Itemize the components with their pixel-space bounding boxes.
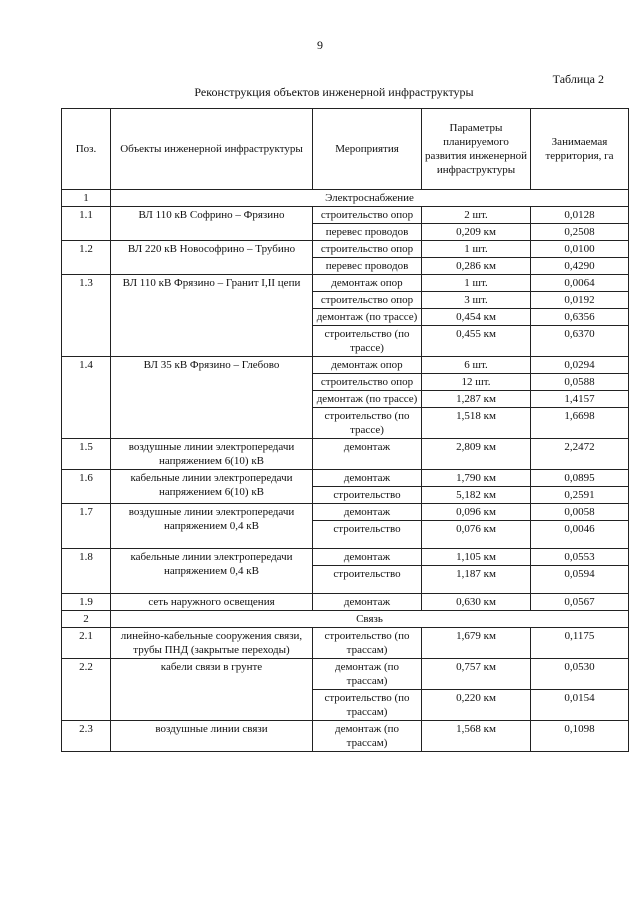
row-measure: демонтаж [313,439,422,470]
row-area: 1,4157 [531,391,629,408]
section-name: Связь [111,611,629,628]
section-number: 1 [62,190,111,207]
row-area: 0,6356 [531,309,629,326]
row-object: кабельные линии электропередачи напряжением 0,4 кВ [111,549,313,594]
table-row [62,470,629,487]
row-measure: перевес проводов [313,258,422,275]
row-area: 0,0594 [531,566,629,594]
row-param: 6 шт. [422,357,531,374]
row-measure: демонтаж опор [313,357,422,374]
row-param: 1 шт. [422,241,531,258]
row-area: 0,0064 [531,275,629,292]
row-measure: строительство опор [313,241,422,258]
row-object: воздушные линии связи [111,721,313,752]
row-param: 0,630 км [422,594,531,611]
row-param: 0,757 км [422,659,531,690]
header-pos: Поз. [62,109,111,190]
row-measure: строительство [313,487,422,504]
row-object: кабели связи в грунте [111,659,313,721]
row-area: 0,0058 [531,504,629,521]
table-row [62,628,629,659]
header-area: Занимаемая территория, га [531,109,629,190]
row-pos: 1.1 [62,207,111,241]
row-area: 0,4290 [531,258,629,275]
section-number: 2 [62,611,111,628]
row-param: 0,076 км [422,521,531,549]
table-row [62,357,629,374]
row-param: 0,286 км [422,258,531,275]
row-measure: строительство [313,566,422,594]
row-object: ВЛ 35 кВ Фрязино – Глебово [111,357,313,439]
row-area: 0,0553 [531,549,629,566]
row-area: 0,6370 [531,326,629,357]
row-param: 1,679 км [422,628,531,659]
document-title: Реконструкция объектов инженерной инфраструктуры [194,85,474,99]
row-measure: строительство опор [313,374,422,391]
row-area: 0,2508 [531,224,629,241]
row-param: 0,454 км [422,309,531,326]
row-param: 1,287 км [422,391,531,408]
table-row [62,549,629,566]
row-measure: строительство (по трассе) [313,326,422,357]
row-measure: демонтаж [313,549,422,566]
row-area: 0,0567 [531,594,629,611]
row-param: 0,220 км [422,690,531,721]
row-param: 1,105 км [422,549,531,566]
row-area: 0,0154 [531,690,629,721]
row-param: 1,518 км [422,408,531,439]
row-measure: демонтаж [313,504,422,521]
row-pos: 1.8 [62,549,111,594]
row-pos: 1.3 [62,275,111,357]
header-measures: Мероприятия [313,109,422,190]
row-area: 0,0530 [531,659,629,690]
row-area: 0,0100 [531,241,629,258]
row-param: 0,209 км [422,224,531,241]
row-pos: 1.2 [62,241,111,275]
row-param: 1 шт. [422,275,531,292]
row-object: воздушные линии электропередачи напряжением 6(10) кВ [111,439,313,470]
row-area: 0,1175 [531,628,629,659]
row-area: 0,0895 [531,470,629,487]
row-param: 1,568 км [422,721,531,752]
row-pos: 1.9 [62,594,111,611]
row-measure: демонтаж (по трассе) [313,309,422,326]
row-measure: строительство (по трассам) [313,690,422,721]
row-object: сеть наружного освещения [111,594,313,611]
row-param: 2 шт. [422,207,531,224]
row-area: 0,1098 [531,721,629,752]
row-object: ВЛ 220 кВ Новософрино – Трубино [111,241,313,275]
row-pos: 2.3 [62,721,111,752]
row-pos: 1.6 [62,470,111,504]
header-params: Параметры планируемого развития инженерной инфраструктуры [422,109,531,190]
table-row [62,721,629,752]
row-measure: перевес проводов [313,224,422,241]
table-row [62,594,629,611]
table-row [62,275,629,292]
row-pos: 1.5 [62,439,111,470]
header-objects: Объекты инженерной инфраструктуры [111,109,313,190]
row-measure: демонтаж (по трассам) [313,721,422,752]
row-pos: 1.4 [62,357,111,439]
table-row [62,241,629,258]
row-area: 0,0294 [531,357,629,374]
section-name: Электроснабжение [111,190,629,207]
row-pos: 2.2 [62,659,111,721]
row-measure: строительство [313,521,422,549]
row-param: 12 шт. [422,374,531,391]
row-param: 0,455 км [422,326,531,357]
row-area: 0,2591 [531,487,629,504]
row-object: воздушные линии электропередачи напряжением 0,4 кВ [111,504,313,549]
infrastructure-table [61,108,629,752]
row-measure: строительство опор [313,207,422,224]
row-measure: строительство (по трассам) [313,628,422,659]
row-pos: 2.1 [62,628,111,659]
row-area: 0,0588 [531,374,629,391]
row-area: 0,0128 [531,207,629,224]
table-label: Таблица 2 [552,72,604,86]
table-header-row [62,109,629,190]
row-measure: строительство опор [313,292,422,309]
row-area: 0,0192 [531,292,629,309]
row-measure: демонтаж [313,470,422,487]
row-object: кабельные линии электропередачи напряжением 6(10) кВ [111,470,313,504]
row-param: 1,790 км [422,470,531,487]
row-area: 2,2472 [531,439,629,470]
row-measure: демонтаж (по трассам) [313,659,422,690]
row-param: 2,809 км [422,439,531,470]
row-area: 0,0046 [531,521,629,549]
row-object: линейно-кабельные сооружения связи, трубы ПНД (закрытые переходы) [111,628,313,659]
row-pos: 1.7 [62,504,111,549]
row-measure: демонтаж опор [313,275,422,292]
section-row [62,190,629,207]
row-measure: демонтаж (по трассе) [313,391,422,408]
row-measure: демонтаж [313,594,422,611]
section-row [62,611,629,628]
row-param: 1,187 км [422,566,531,594]
table-row [62,504,629,521]
page-number: 9 [317,38,323,52]
row-object: ВЛ 110 кВ Фрязино – Гранит I,II цепи [111,275,313,357]
row-param: 3 шт. [422,292,531,309]
row-object: ВЛ 110 кВ Софрино – Фрязино [111,207,313,241]
table-body [62,190,629,752]
table-row [62,659,629,690]
row-measure: строительство (по трассе) [313,408,422,439]
row-area: 1,6698 [531,408,629,439]
row-param: 0,096 км [422,504,531,521]
table-row [62,439,629,470]
row-param: 5,182 км [422,487,531,504]
table-row [62,207,629,224]
